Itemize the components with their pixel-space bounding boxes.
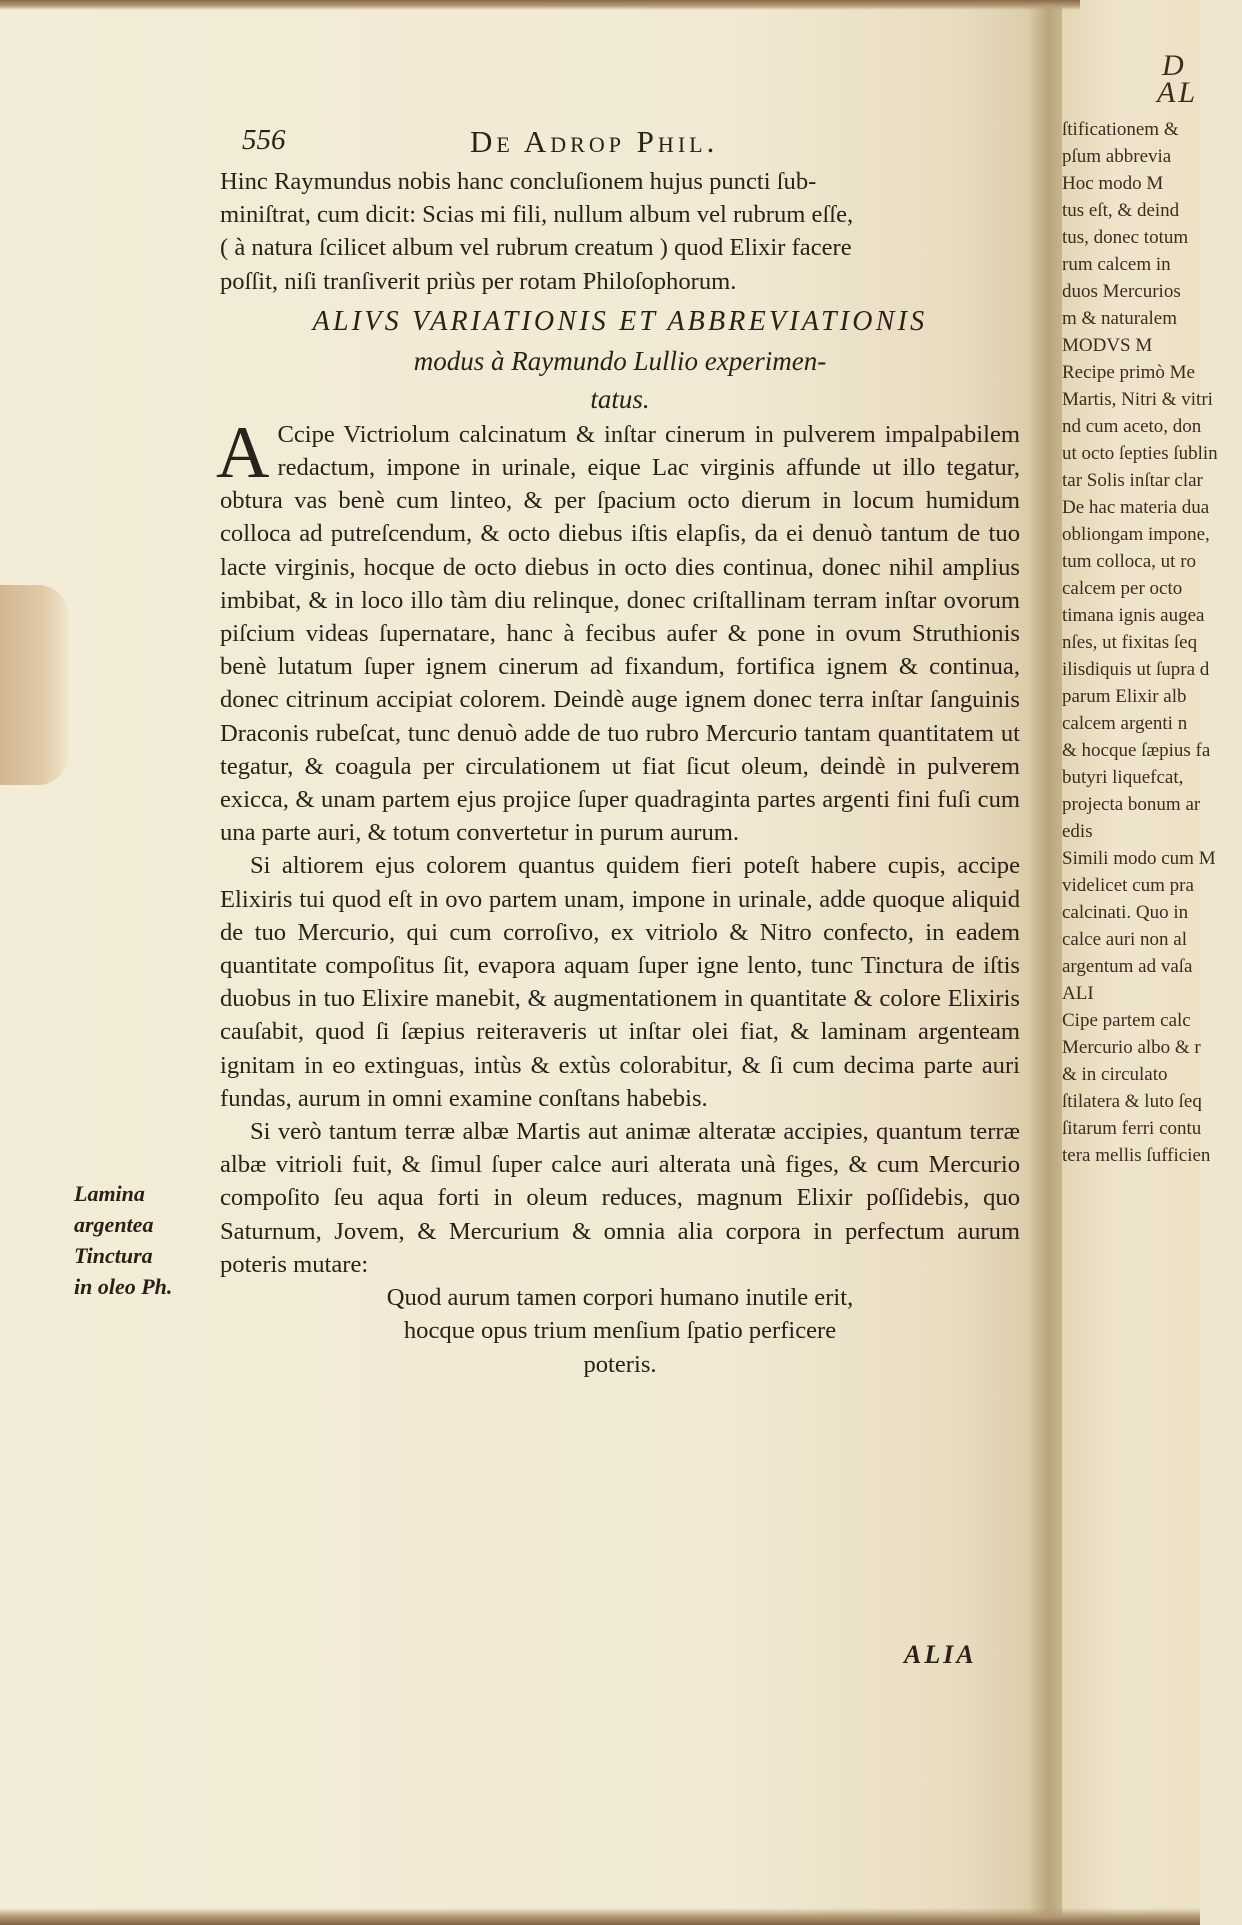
facing-page-line: edis <box>1062 821 1093 842</box>
facing-page-line: calce auri non al <box>1062 929 1188 950</box>
facing-page-line: nſes, ut fixitas ſeq <box>1062 632 1198 653</box>
facing-page-lines <box>1062 116 1242 1169</box>
facing-page-line: calcem per octo <box>1062 578 1183 599</box>
opening-line: Hinc Raymundus nobis hanc concluſionem hujus puncti ſub- <box>220 168 817 195</box>
facing-page-line: Hoc modo M <box>1062 173 1164 194</box>
opening-line: miniſtrat, cum dicit: Scias mi fili, nullum album vel rubrum eſſe, <box>220 201 854 229</box>
facing-page-line: ſtilatera & luto ſeq <box>1062 1091 1202 1112</box>
facing-page-line: ALI <box>1062 983 1094 1004</box>
facing-page-line: rum calcem in <box>1062 254 1171 275</box>
facing-page-line: duos Mercurios <box>1062 281 1181 302</box>
section-subtitle: modus à Raymundo Lullio experimen- <box>413 345 827 376</box>
drop-cap: A <box>216 411 270 494</box>
paragraph-1-text: Ccipe Victriolum calcinatum & inſtar cinerum in pulverem impalpabilem redactum, impone in urinale, eique Lac virginis affunde ut illo tegatur, obtura vas benè cum linteo, & per ſpacium octo dierum in locum humidum colloca ad putreſcendum, & octo diebus iſtis elapſis, da ei denuò tantum de tuo lacte virginis, hocque de octo diebus in octo dies continua, donec nihil amplius imbibat, & in loco illo tàm diu relinque, donec criſtallinam terram inſtar ovorum piſcium videas ſupernatare, hanc à fecibus aufer & pone in ovum Struthionis benè lutatum ſuper ignem cinerum ad fixandum, fortifica ignem & continua, donec citrinum accipiat colorem. Deindè auge ignem donec terra inſtar ſanguinis Draconis rubeſcat, tunc denuò adde de tuo rubro Mercurio tantam quantitatem ut tegatur, & coagula per circulationem ut fiat ſicut oleum, deindè in pulverem exicca, & unam partem ejus projice ſuper quadraginta partes argenti fini fuſi cum una parte auri, & totum convertetur in purum aurum. <box>220 420 1020 847</box>
facing-page-line: parum Elixir alb <box>1062 686 1187 707</box>
facing-page-line: De hac materia dua <box>1062 497 1210 518</box>
margin-note-line: Tinctura <box>74 1243 153 1268</box>
facing-page-line: tum colloca, ut ro <box>1062 551 1197 572</box>
paragraph-2: Si altiorem ejus colorem quantus quidem fieri poteſt habere cupis, accipe Elixiris tui quod eſt in ovo partem unam, impone in urinale, adde quoque aliquid de tuo Mercurio, qui cum corroſivo, ex vitriolo & Nitro confecto, in eadem quantitate compoſitus ſit, evapora aquam ſuper igne lento, tunc Tinctura de iſtis duobus in tuo Elixire manebit, & augmentationem in quantitate & colore Elixiris cauſabit, quod ſi ſæpius reiteraveris ut inſtar olei fiat, & laminam argenteam ignitam in eo extinguas, intùs & extùs colorabitur, & ſi cum decima parte auri fundas, aurum in omni examine conſtans habebis. <box>220 852 1020 1112</box>
facing-page-line: calcinati. Quo in <box>1062 902 1189 923</box>
marginal-note <box>74 1178 214 1302</box>
facing-page-line: & in circulato <box>1062 1064 1168 1085</box>
bottom-page-edge <box>0 1908 1200 1925</box>
facing-page-line: Simili modo cum M <box>1062 848 1216 869</box>
facing-page-subhead: AL <box>1157 76 1199 109</box>
facing-page-head: D <box>1162 49 1187 82</box>
facing-page-line: ut octo ſepties ſublin <box>1062 443 1218 464</box>
facing-page-line: Mercurio albo & r <box>1062 1037 1201 1058</box>
opening-line: ( à natura ſcilicet album vel rubrum creatum ) quod Elixir facere <box>220 234 852 262</box>
closing-line: Quod aurum tamen corpori humano inutile erit, <box>386 1284 854 1312</box>
facing-page-line: Cipe partem calc <box>1062 1010 1191 1031</box>
closing-line: hocque opus trium menſium ſpatio perficere <box>403 1317 837 1345</box>
section-title: ALIVS VARIATIONIS ET ABBREVIATIONIS <box>312 305 928 337</box>
running-head: De Adrop Phil. <box>470 124 719 159</box>
facing-page-line: ſitarum ferri contu <box>1062 1118 1202 1139</box>
facing-page-line: nd cum aceto, don <box>1062 416 1202 437</box>
top-page-edge <box>0 0 1080 10</box>
paragraph-3: Si verò tantum terræ albæ Martis aut animæ alteratæ accipies, quantum terræ albæ vitrioli fuit, & ſimul ſuper calce auri alterata unà figes, & cum Mercurio compoſito ſeu aqua forti in oleum reduces, magnum Elixir poſſidebis, quo Saturnum, Jovem, & Mercurium & omnia alia corpora in perfectum aurum poteris mutare: <box>220 1118 1020 1278</box>
facing-page-line: m & naturalem <box>1062 308 1178 329</box>
closing-line: poteris. <box>583 1350 657 1378</box>
facing-page-line: tus eſt, & deind <box>1062 200 1180 221</box>
facing-page-line: & hocque ſæpius fa <box>1062 740 1211 761</box>
opening-line: poſſit, niſi tranſiverit priùs per rotam Philoſophorum. <box>220 267 737 295</box>
facing-page-line: Recipe primò Me <box>1062 362 1195 383</box>
facing-page-line: butyri liquefcat, <box>1062 767 1184 788</box>
facing-page-line: tera mellis ſufficien <box>1062 1145 1211 1166</box>
facing-page-line: projecta bonum ar <box>1062 794 1201 815</box>
margin-note-line: Lamina <box>74 1181 145 1206</box>
main-text-block <box>216 165 1020 1381</box>
margin-note-line: in oleo Ph. <box>74 1274 173 1299</box>
facing-page-line: tar Solis inſtar clar <box>1062 470 1203 491</box>
facing-page-line: argentum ad vaſa <box>1062 956 1193 977</box>
facing-page-text <box>1062 49 1242 1169</box>
facing-page-line: MODVS M <box>1062 335 1153 356</box>
facing-page-line: ilisdiquis ut ſupra d <box>1062 659 1210 680</box>
page-header <box>242 124 1012 164</box>
facing-page-line: obliongam impone, <box>1062 524 1210 545</box>
page-number: 556 <box>242 124 286 156</box>
paragraph-1 <box>216 411 1020 850</box>
facing-page-line: videlicet cum pra <box>1062 875 1194 896</box>
catchword: ALIA <box>904 1640 977 1669</box>
closing-lines <box>220 1281 1020 1381</box>
facing-page-line: ſtificationem & <box>1062 119 1179 140</box>
facing-page-line: Martis, Nitri & vitri <box>1062 389 1213 410</box>
facing-page-line: tus, donec totum <box>1062 227 1189 248</box>
facing-page-line: calcem argenti n <box>1062 713 1188 734</box>
facing-page-line: pſum abbrevia <box>1062 146 1172 167</box>
margin-note-line: argentea <box>74 1212 154 1237</box>
facing-page-line: timana ignis augea <box>1062 605 1205 626</box>
paper-tab <box>0 585 68 785</box>
section-subtitle-end: tatus. <box>590 383 650 414</box>
